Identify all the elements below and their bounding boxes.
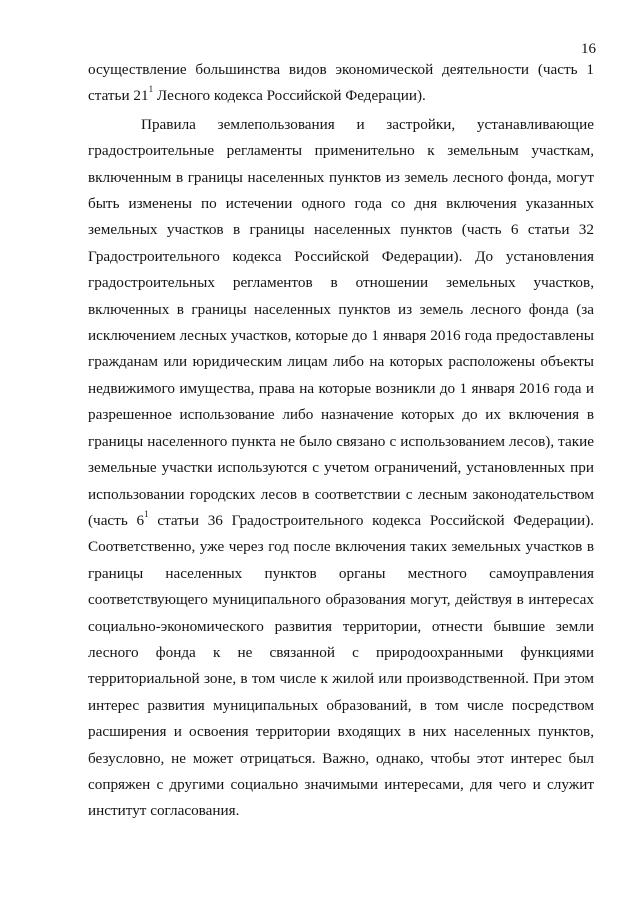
superscript-marker: 1 <box>148 84 154 95</box>
paragraph-text: осуществление большинства видов экономической деятельности (часть 1 статьи 21 <box>88 61 594 105</box>
paragraph-text: статьи 36 Градостроительного кодекса Российской Федерации). Соответственно, уже через год после включения таких земельных участков в границы населенных пунктов органы местного самоуправления соответствующего муниципального образования могут, действуя в интересах социально-экономического развития территории, отнести бывшие земли лесного фонда к не связанной с природоохранными функциями территориальной зоне, в том числе к жилой или производственной. При этом интерес развития муниципальных образований, в том числе посредством расширения и освоения территории входящих в них населенных пунктов, безусловно, не может отрицаться. Важно, однако, чтобы этот интерес был сопряжен с другими социально значимыми интересами, для чего и служит институт согласования. <box>88 511 594 820</box>
document-body <box>88 57 594 825</box>
paragraph-main <box>88 112 594 825</box>
paragraph-text: Правила землепользования и застройки, устанавливающие градостроительные регламенты применительно к земельным участкам, включенным в границы населенных пунктов из земель лесного фонда, могут быть изменены по истечении одного года со дня включения указанных земельных участков в границы населенных пунктов (часть 6 статьи 32 Градостроительного кодекса Российской Федерации). До установления градостроительных регламентов в отношении земельных участков, включенных в границы населенных пунктов из земель лесного фонда (за исключением лесных участков, которые до 1 января 2016 года предоставлены гражданам или юридическим лицам либо на которых расположены объекты недвижимого имущества, права на которые возникли до 1 января 2016 года и разрешенное использование либо назначение которых до их включения в границы населенного пункта не было связано с использованием лесов), такие земельные участки используются с учетом ограничений, установленных при использовании городских лесов в соответствии с лесным законодательством (часть 6 <box>88 115 594 529</box>
page-number: 16 <box>581 41 596 57</box>
superscript-marker: 1 <box>144 508 149 519</box>
paragraph-continuation <box>88 57 594 110</box>
paragraph-text: Лесного кодекса Российской Федерации). <box>153 87 426 105</box>
